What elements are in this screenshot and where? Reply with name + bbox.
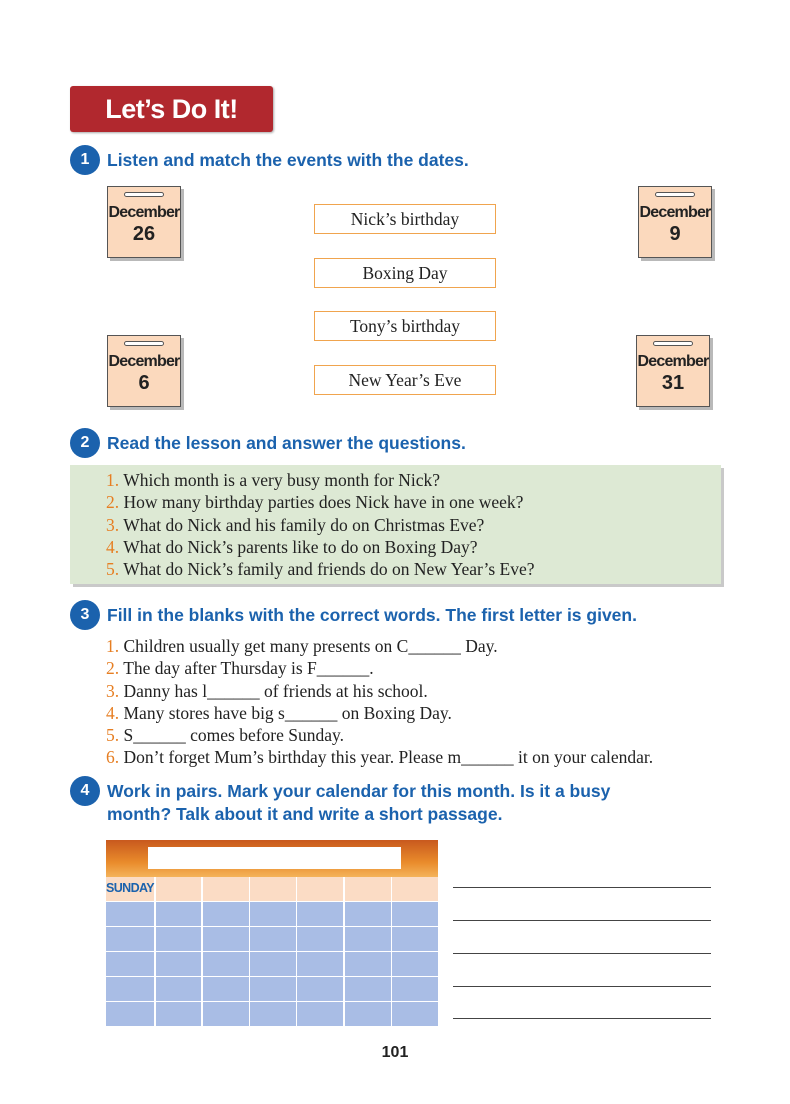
list-item: 2. How many birthday parties does Nick have in one week? bbox=[106, 492, 524, 513]
weekday-header-sunday: SUNDAY bbox=[106, 877, 154, 901]
event-box-nicks-birthday[interactable]: Nick’s birthday bbox=[314, 204, 496, 234]
calendar-date-cell[interactable] bbox=[297, 977, 343, 1001]
calendar-date-cell[interactable] bbox=[250, 952, 296, 976]
section-title bbox=[107, 780, 610, 826]
calendar-date-cell[interactable] bbox=[297, 927, 343, 951]
page-number: 101 bbox=[381, 1044, 409, 1061]
event-box-tonys-birthday[interactable]: Tony’s birthday bbox=[314, 311, 496, 341]
section-2-heading bbox=[70, 428, 466, 458]
calendar-date-cell[interactable] bbox=[392, 952, 438, 976]
calendar-date-cell[interactable] bbox=[156, 902, 202, 926]
writing-line[interactable] bbox=[453, 887, 711, 888]
calendar-date-cell[interactable] bbox=[156, 977, 202, 1001]
calendar-ring-icon bbox=[124, 341, 164, 346]
list-item: 6. Don’t forget Mum’s birthday this year. Please m______ it on your calendar. bbox=[106, 747, 654, 768]
calendar-month: December bbox=[108, 353, 180, 370]
calendar-header bbox=[106, 840, 438, 877]
calendar-ring-icon bbox=[655, 192, 695, 197]
calendar-date-cell[interactable] bbox=[345, 927, 391, 951]
weekday-header bbox=[156, 877, 202, 901]
calendar-day: 6 bbox=[138, 372, 150, 394]
weekday-header bbox=[297, 877, 343, 901]
writing-line[interactable] bbox=[453, 1018, 711, 1019]
calendar-date-cell[interactable] bbox=[345, 952, 391, 976]
calendar-day: 9 bbox=[669, 223, 681, 245]
calendar-month: December bbox=[108, 204, 180, 221]
monthly-calendar bbox=[106, 840, 438, 1022]
calendar-date-cell[interactable] bbox=[106, 927, 154, 951]
calendar-date-cell[interactable] bbox=[297, 952, 343, 976]
event-box-new-years-eve[interactable]: New Year’s Eve bbox=[314, 365, 496, 395]
questions-list bbox=[106, 469, 535, 580]
section-4-heading bbox=[70, 776, 610, 826]
calendar-grid bbox=[106, 877, 438, 1026]
writing-line[interactable] bbox=[453, 986, 711, 987]
calendar-card-december-9[interactable] bbox=[638, 186, 712, 258]
section-title: Fill in the blanks with the correct words. The first letter is given. bbox=[107, 605, 637, 625]
list-item: 1. Which month is a very busy month for Nick? bbox=[106, 470, 441, 490]
calendar-date-cell[interactable] bbox=[203, 902, 249, 926]
calendar-month-title-field[interactable] bbox=[148, 847, 401, 869]
list-item: 3. Danny has l______ of friends at his school. bbox=[106, 680, 428, 701]
calendar-date-cell[interactable] bbox=[106, 977, 154, 1001]
weekday-header bbox=[345, 877, 391, 901]
section-number-badge: 2 bbox=[70, 428, 100, 458]
calendar-date-cell[interactable] bbox=[203, 977, 249, 1001]
list-item: 4. What do Nick’s parents like to do on Boxing Day? bbox=[106, 536, 478, 557]
calendar-date-cell[interactable] bbox=[250, 927, 296, 951]
calendar-ring-icon bbox=[124, 192, 164, 197]
calendar-date-cell[interactable] bbox=[392, 977, 438, 1001]
calendar-date-cell[interactable] bbox=[392, 902, 438, 926]
calendar-date-cell[interactable] bbox=[203, 1002, 249, 1026]
calendar-day: 31 bbox=[661, 372, 685, 394]
weekday-header bbox=[392, 877, 438, 901]
calendar-day: 26 bbox=[132, 223, 156, 245]
calendar-date-cell[interactable] bbox=[297, 902, 343, 926]
calendar-date-cell[interactable] bbox=[392, 1002, 438, 1026]
calendar-date-cell[interactable] bbox=[345, 1002, 391, 1026]
list-item: 2. The day after Thursday is F______. bbox=[106, 658, 374, 679]
weekday-header bbox=[250, 877, 296, 901]
fill-blanks-list bbox=[106, 635, 653, 769]
list-item: 1. Children usually get many presents on C______ Day. bbox=[106, 636, 498, 656]
lets-do-it-banner: Let’s Do It! bbox=[70, 86, 273, 132]
calendar-card-december-26[interactable] bbox=[107, 186, 181, 258]
calendar-date-cell[interactable] bbox=[106, 952, 154, 976]
list-item: 5. What do Nick’s family and friends do on New Year’s Eve? bbox=[106, 559, 535, 580]
calendar-date-cell[interactable] bbox=[106, 1002, 154, 1026]
calendar-date-cell[interactable] bbox=[203, 927, 249, 951]
section-3-heading bbox=[70, 600, 637, 630]
calendar-month: December bbox=[637, 353, 709, 370]
calendar-date-cell[interactable] bbox=[250, 1002, 296, 1026]
section-title: Read the lesson and answer the questions. bbox=[107, 433, 466, 453]
list-item: 4. Many stores have big s______ on Boxing Day. bbox=[106, 702, 452, 723]
calendar-date-cell[interactable] bbox=[156, 1002, 202, 1026]
calendar-card-december-6[interactable] bbox=[107, 335, 181, 407]
calendar-month: December bbox=[639, 204, 711, 221]
writing-line[interactable] bbox=[453, 953, 711, 954]
section-1-heading bbox=[70, 145, 469, 175]
section-title-line: month? Talk about it and write a short passage. bbox=[107, 804, 503, 824]
event-box-boxing-day[interactable]: Boxing Day bbox=[314, 258, 496, 288]
calendar-date-cell[interactable] bbox=[156, 952, 202, 976]
calendar-card-december-31[interactable] bbox=[636, 335, 710, 407]
calendar-date-cell[interactable] bbox=[203, 952, 249, 976]
calendar-date-cell[interactable] bbox=[345, 977, 391, 1001]
calendar-date-cell[interactable] bbox=[345, 902, 391, 926]
calendar-date-cell[interactable] bbox=[106, 902, 154, 926]
section-number-badge: 3 bbox=[70, 600, 100, 630]
section-number-badge: 1 bbox=[70, 145, 100, 175]
calendar-date-cell[interactable] bbox=[297, 1002, 343, 1026]
writing-line[interactable] bbox=[453, 920, 711, 921]
calendar-ring-icon bbox=[653, 341, 693, 346]
calendar-date-cell[interactable] bbox=[250, 902, 296, 926]
section-title-line: Work in pairs. Mark your calendar for this month. Is it a busy bbox=[107, 781, 611, 801]
calendar-date-cell[interactable] bbox=[392, 927, 438, 951]
list-item: 5. S______ comes before Sunday. bbox=[106, 725, 344, 746]
weekday-header bbox=[203, 877, 249, 901]
list-item: 3. What do Nick and his family do on Christmas Eve? bbox=[106, 514, 485, 535]
calendar-date-cell[interactable] bbox=[250, 977, 296, 1001]
section-number-badge: 4 bbox=[70, 776, 100, 806]
section-title: Listen and match the events with the dates. bbox=[107, 150, 469, 170]
calendar-date-cell[interactable] bbox=[156, 927, 202, 951]
